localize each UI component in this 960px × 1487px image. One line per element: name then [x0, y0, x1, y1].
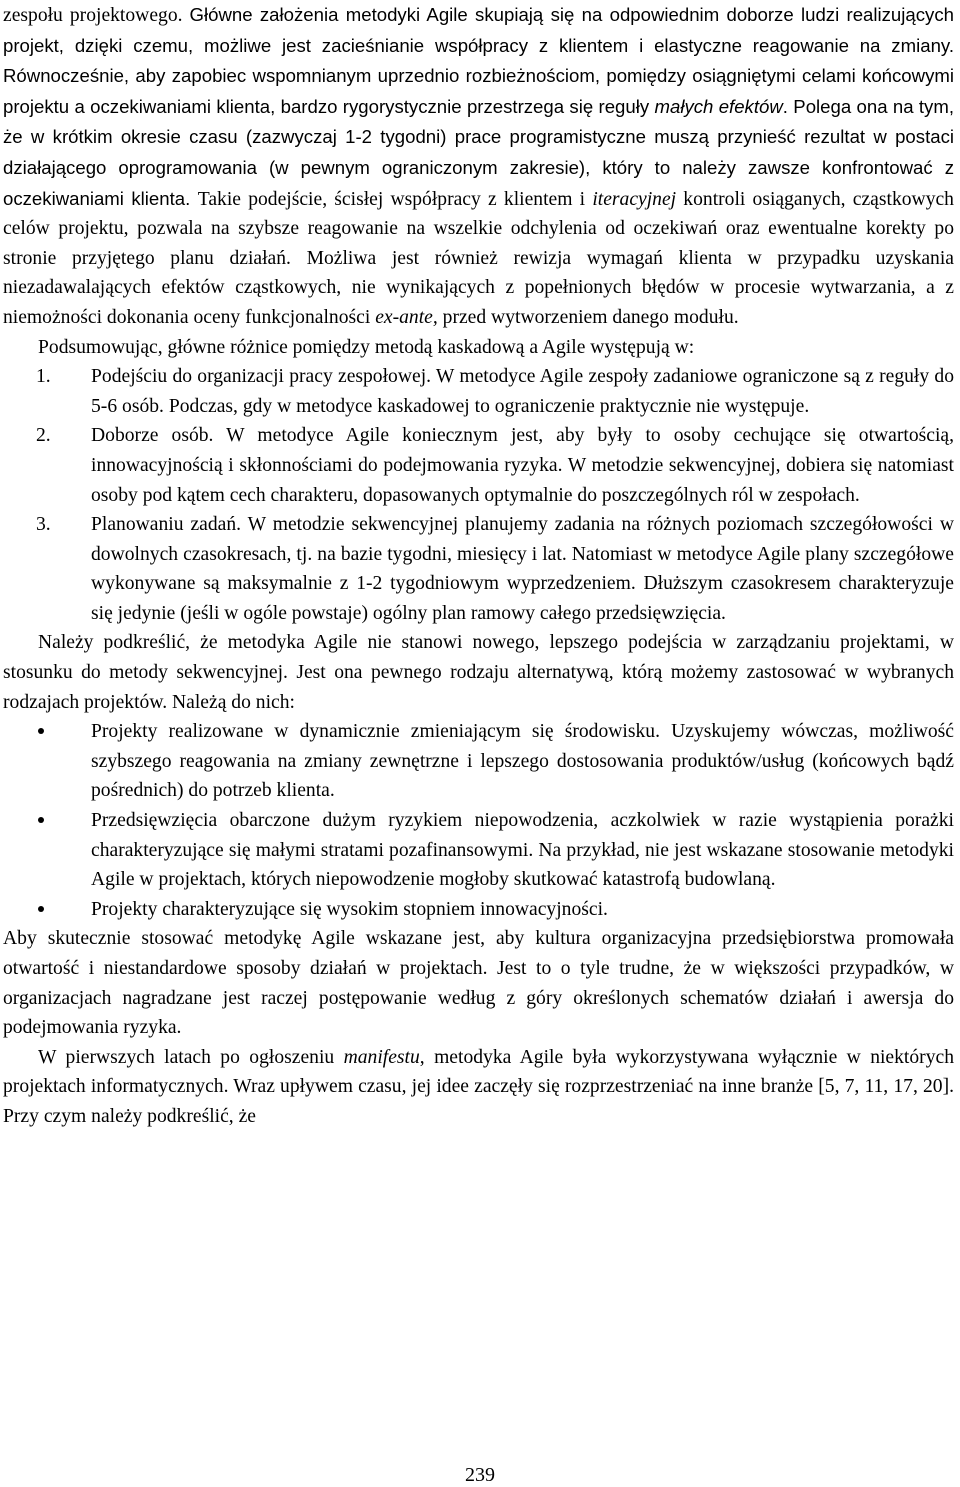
text-run: Główne założenia metodyki Agile skupiają się na odpowiednim doborze ludzi realizujących projekt, dzięki czemu, możliwe jest zacieśnianie współpracy z klientem i elastyczne reagowanie na zmiany. Równocześnie, aby zapobiec wspomnianym uprzednio rozbieżnościom, pomiędzy osiągniętymi celami końcowymi projektu a oczekiwaniami klienta, bardzo rygorystycznie przestrzega się reguły: [3, 4, 954, 117]
list-item: [3, 421, 954, 510]
list-item: [3, 806, 954, 895]
list-item: [3, 362, 954, 421]
list-item-text: Planowaniu zadań. W metodzie sekwencyjnej planujemy zadania na różnych poziomach szczegółowości w dowolnych czasokresach, tj. na bazie tygodni, miesięcy i lat. Natomiast w metodyce Agile plany szczegółowe wykonywane są maksymalnie z 1-2 tygodniowym wyprzedzeniem. Dłuższym czasokresem charakteryzuje się jedynie (jeśli w ogóle powstaje) ogólny plan ramowy całego przedsięwzięcia.: [91, 514, 954, 624]
paragraph-manifesto-history: [3, 1043, 954, 1132]
list-item-text: Projekty charakteryzujące się wysokim stopniem innowacyjności.: [91, 898, 608, 920]
paragraph-summary-intro: Podsumowując, główne różnice pomiędzy metodą kaskadową a Agile występują w:: [38, 336, 695, 358]
document-page: [3, 0, 954, 1132]
list-marker: 2.: [36, 425, 51, 447]
page-number: 239: [465, 1464, 495, 1486]
paragraph-organizational-culture: Aby skutecznie stosować metodykę Agile wskazane jest, aby kultura organizacyjna przedsiębiorstwa promowała otwartość i niestandardowe sposoby działań w projektach. Jest to o tyle trudne, że w większości przypadków, w organizacjach nagradzane jest raczej postępowanie według z góry określonych schematów działań i awersja do podejmowania ryzyka.: [3, 928, 954, 1039]
text-run: zespołu projektowego.: [3, 5, 190, 26]
italic-term: małych efektów: [654, 95, 783, 117]
paragraph-agile-principles: [3, 0, 954, 333]
bullet-dot-icon: [3, 717, 91, 747]
text-run: , metodyka Agile była wykorzystywana wyłącznie w niektórych projektach informatycznych. Wraz upływem czasu, jej idee zaczęły się rozprzestrzeniać na inne branże [5, 7, 11, 17, 20]. Przy czym należy podkreślić, że: [3, 1046, 954, 1127]
bullet-dot-icon: [3, 806, 91, 836]
italic-term: ex-ante,: [375, 306, 438, 328]
list-item: [3, 895, 954, 925]
list-marker: 3.: [36, 514, 51, 536]
list-item-text: Podejściu do organizacji pracy zespołowej. W metodyce Agile zespoły zadaniowe ograniczone są z reguły do 5-6 osób. Podczas, gdy w metodyce kaskadowej to ograniczenie praktycznie nie występuje.: [91, 366, 954, 417]
list-item-text: Przedsięwzięcia obarczone dużym ryzykiem niepowodzenia, aczkolwiek w razie wystąpienia porażki charakteryzujące się małymi stratami pozafinansowymi. Na przykład, nie jest wskazane stosowanie metodyki Agile w projektach, których niepowodzenie mogłoby skutkować katastrofą budowlaną.: [91, 810, 954, 891]
list-item-text: Projekty realizowane w dynamicznie zmieniającym się środowisku. Uzyskujemy wówczas, możliwość szybszego reagowania na zmiany zewnętrzne i lepszego dostosowania produktów/usług (końcowych bądź pośrednich) do potrzeb klienta.: [91, 721, 954, 802]
bullet-list: [3, 717, 954, 924]
italic-term: manifestu: [343, 1046, 420, 1068]
paragraph-agile-not-better: Należy podkreślić, że metodyka Agile nie stanowi nowego, lepszego podejścia w zarządzaniu projektami, w stosunku do metody sekwencyjnej. Jest ona pewnego rodzaju alternatywą, którą możemy zastosować w wybranych rodzajach projektów. Należą do nich:: [3, 632, 954, 713]
numbered-list: [3, 362, 954, 628]
text-run: przed wytworzeniem danego modułu.: [437, 306, 739, 328]
italic-term: iteracyjnej: [592, 188, 677, 210]
list-item: [3, 510, 954, 628]
list-marker: 1.: [36, 366, 51, 388]
bullet-dot-icon: [3, 895, 91, 925]
text-run-sans: [3, 4, 954, 209]
list-item: [3, 717, 954, 806]
text-run: kontroli osiąganych, cząstkowych celów projektu, pozwala na szybsze reagowanie na wszelkie odchylenia od oczekiwań oraz ewentualne korekty po stronie przyjętego planu działań. Możliwa jest również rewizja wymagań klienta w przypadku uzyskania niezadawalających efektów cząstkowych, nie wynikających z popełnionych błędów w procesie wytwarzania, a z niemożności dokonania oceny funkcjonalności: [3, 188, 954, 328]
text-run: Takie podejście, ścisłej współpracy z klientem i: [197, 188, 593, 210]
text-run: W pierwszych latach po ogłoszeniu: [38, 1046, 344, 1068]
list-item-text: Doborze osób. W metodyce Agile koniecznym jest, aby były to osoby cechujące się otwartością, innowacyjnością i skłonnościami do podejmowania ryzyka. W metodzie sekwencyjnej, dobiera się natomiast osoby pod kątem cech charakteru, dopasowanych optymalnie do poszczególnych ról w zespołach.: [91, 425, 954, 506]
text-run: . Polega ona na tym, że w krótkim okresie czasu (zazwyczaj 1-2 tygodni) prace programistyczne muszą przynieść rezultat w postaci działającego oprogramowania (w pewnym ograniczonym zakresie), który to należy zawsze konfrontować z oczekiwaniami klienta.: [3, 95, 954, 209]
